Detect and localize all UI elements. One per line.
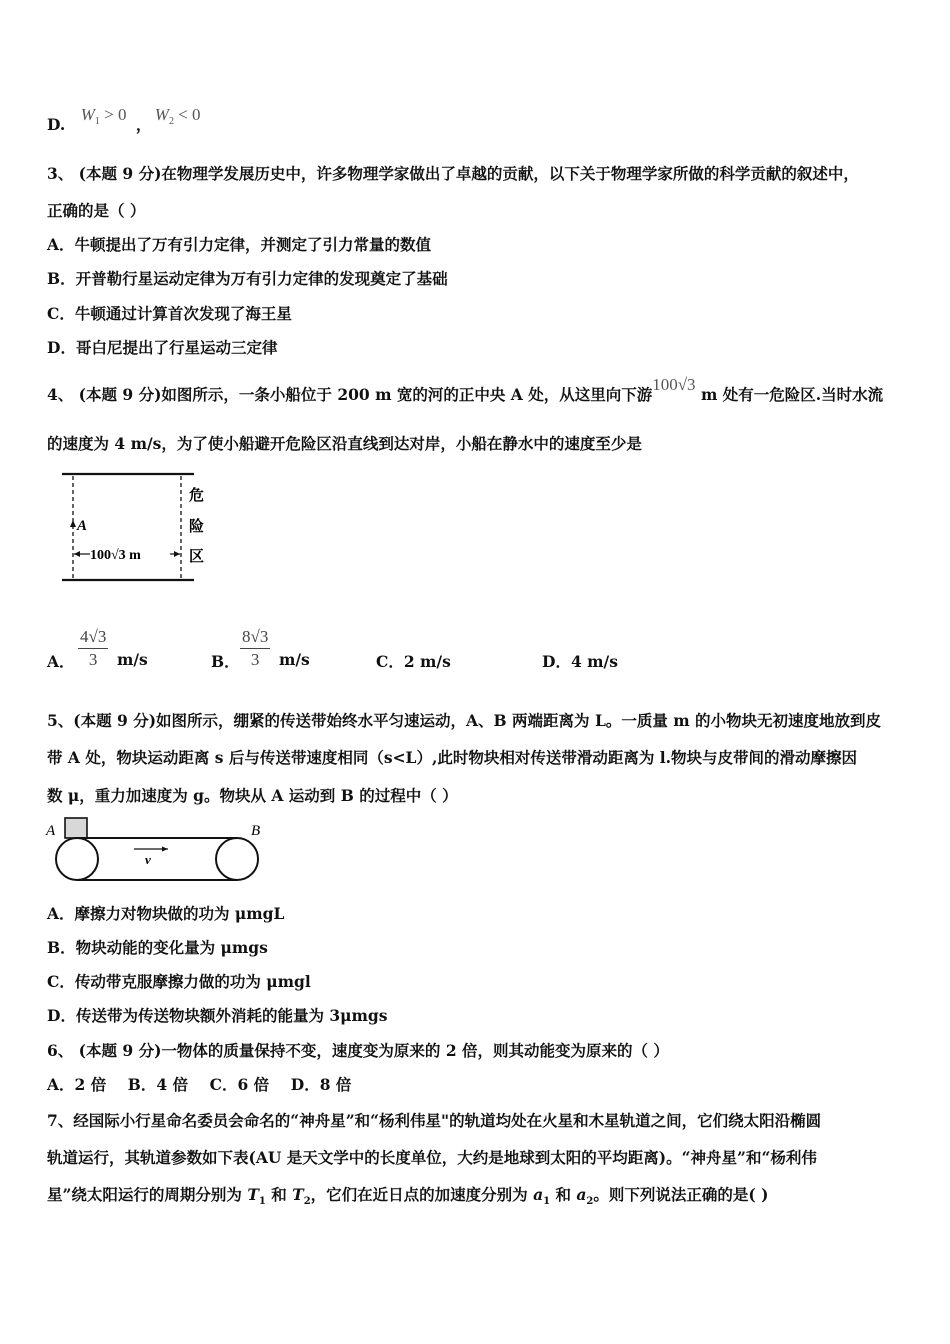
q4-river-figure (58, 468, 218, 588)
q3-stem-line1: 3、 (本题 9 分)在物理学发展历史中，许多物理学家做出了卓越的贡献，以下关于物理学家所做的科学贡献的叙述中， (47, 164, 859, 183)
arrow-left-icon (74, 551, 80, 557)
point-a-label: A (77, 518, 88, 534)
q5-stem-line2: 带 A 处，物块运动距离 s 后与传送带速度相同（s<L）,此时物块相对传送带滑动距离为 l.物块与皮带间的滑动摩擦因 (47, 748, 858, 767)
q3-option-c: C．牛顿通过计算首次发现了海王星 (47, 304, 292, 323)
q4-option-a-unit: m/s (117, 650, 148, 669)
q2-option-d: D. $W_1 > 0$ ， $W_2 < 0$ (47, 105, 201, 134)
q5-option-a: A．摩擦力对物块做的功为 μmgL (47, 904, 285, 923)
q4-option-b-unit: m/s (279, 650, 310, 669)
danger-char-2: 险 (189, 519, 205, 535)
label-a: A (46, 823, 56, 839)
label-v: v (145, 852, 151, 867)
q7-stem-line2: 轨道运行，其轨道参数如下表(AU 是天文学中的长度单位，大约是地球到太阳的平均距离)。“神舟星”和“杨利伟 (47, 1148, 817, 1167)
q4-option-b-fraction: 8√3 3 (242, 627, 269, 669)
pulley-left (56, 838, 98, 880)
danger-char-3: 区 (189, 549, 205, 565)
velocity-arrow-icon (162, 847, 168, 852)
block (65, 818, 87, 838)
danger-char-1: 危 (189, 488, 205, 504)
distance-label: 100√3 m (90, 548, 141, 563)
arrow-right-icon (174, 551, 180, 557)
q3-option-d: D．哥白尼提出了行星运动三定律 (47, 338, 278, 357)
q4-distance-math: 100√3 (652, 375, 696, 394)
q7-stem-line1: 7、经国际小行星命名委员会命名的“神舟星”和“杨利伟星"的轨道均处在火星和木星轨道之间，它们绕太阳沿椭圆 (47, 1111, 822, 1130)
q4-option-c: C．2 m/s (376, 652, 451, 671)
q5-option-b: B．物块动能的变化量为 μmgs (47, 938, 268, 957)
q3-option-a: A．牛顿提出了万有引力定律，并测定了引力常量的数值 (47, 235, 432, 254)
q4-option-b-letter: B． (211, 652, 240, 671)
q5-conveyor-figure (44, 814, 269, 890)
pulley-right (216, 838, 258, 880)
q3-option-b: B．开普勒行星运动定律为万有引力定律的发现奠定了基础 (47, 269, 448, 288)
q2-option-d-math: $W_1 > 0$ (80, 105, 127, 128)
q4-option-a-fraction: 4√3 3 (80, 627, 107, 669)
q5-option-c: C．传动带克服摩擦力做的功为 μmgl (47, 972, 311, 991)
q5-stem-line3: 数 μ，重力加速度为 g。物块从 A 运动到 B 的过程中（ ） (47, 786, 458, 805)
q2-option-d-math2: $W_2 < 0$ (154, 105, 201, 128)
q2-option-d-letter: D. (47, 115, 66, 134)
point-a-arrow-icon (70, 520, 76, 527)
q6-stem: 6、 (本题 9 分)一物体的质量保持不变，速度变为原来的 2 倍，则其动能变为原来的（ ） (47, 1041, 669, 1060)
label-b: B (251, 823, 261, 839)
q6-options: A．2 倍 B．4 倍 C．6 倍 D．8 倍 (47, 1075, 352, 1094)
q4-option-a-letter: A． (47, 652, 75, 671)
q5-stem-line1: 5、(本题 9 分)如图所示，绷紧的传送带始终水平匀速运动，A、B 两端距离为 L。一质量 m 的小物块无初速度地放到皮 (47, 711, 882, 730)
q4-option-d: D．4 m/s (542, 652, 618, 671)
q4-stem-line2: 的速度为 4 m/s，为了使小船避开危险区沿直线到达对岸，小船在静水中的速度至少是 (47, 434, 642, 453)
q3-stem-line2: 正确的是（ ） (47, 201, 146, 220)
q4-stem-line1: 4、 (本题 9 分)如图所示，一条小船位于 200 m 宽的河的正中央 A 处，从这里向下游100√3 m 处有一危险区.当时水流 (47, 375, 884, 404)
q7-stem-line3: 星”绕太阳运行的周期分别为 $T_1$ 和 $T_2$，它们在近日点的加速度分别为 $a_1$ 和 $a_2$。则下列说法正确的是( ) (47, 1185, 769, 1208)
q5-option-d: D．传送带为传送物块额外消耗的能量为 3μmgs (47, 1006, 388, 1025)
